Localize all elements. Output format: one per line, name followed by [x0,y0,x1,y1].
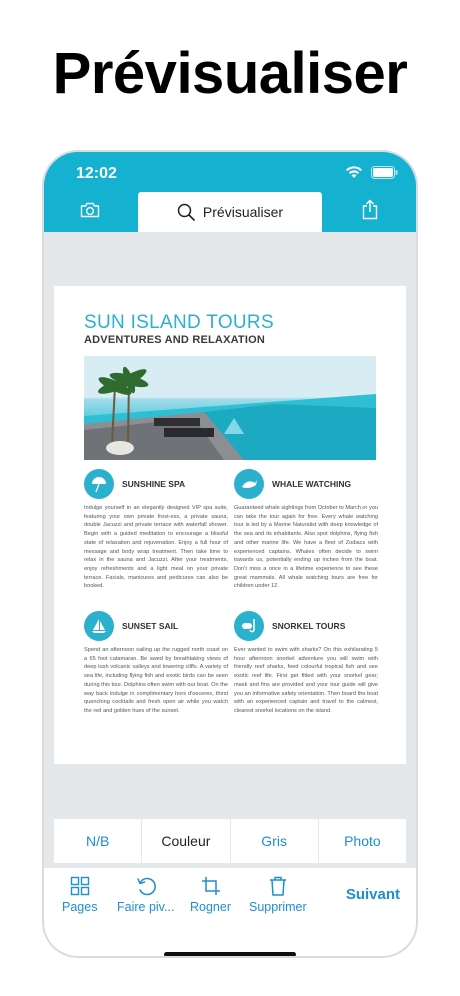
next-button[interactable]: Suivant [345,886,400,903]
delete-button[interactable] [249,876,307,914]
section-sunshine-spa [84,468,228,591]
crop-label: Rogner [190,900,231,914]
section-sunset-sail [84,610,228,716]
hero-image-pool [84,356,376,460]
section-body: Ever wanted to swim with sharks? On this exhilarating 5 hour afternoon snorkel adventure you will swim with friendly reef sharks, feed colourful tropical fish and see exotic reef life. First get fitted with your snorkel gear; mask and fins are provided and your tour guide will give you an informative safety orientation. Then board the boat with an experienced captain and travel to the calmest, clearest snorkel locations on the island. [234,647,378,714]
pages-button[interactable] [62,876,97,914]
section-title: WHALE WATCHING [272,479,352,489]
document-title: SUN ISLAND TOURS [84,312,274,333]
camera-icon [80,202,100,218]
section-title: SUNSHINE SPA [122,479,186,489]
pages-label: Pages [62,900,98,914]
rotate-label: Faire piv... [117,900,175,914]
snorkel-icon [234,611,264,641]
delete-label: Supprimer [249,900,307,914]
battery-icon [371,166,398,179]
home-indicator [164,952,296,956]
umbrella-icon [84,469,114,499]
camera-button[interactable] [80,202,100,223]
crop-icon [201,876,221,896]
top-bar [44,152,416,232]
filter-bw[interactable]: N/B [54,819,142,863]
status-icons [345,166,398,179]
tab-preview-label: Prévisualiser [202,204,284,220]
filter-color[interactable]: Couleur [142,819,230,863]
crop-button[interactable] [190,876,231,914]
section-title: SUNSET SAIL [122,621,179,631]
grid-icon [70,876,90,896]
sailboat-icon [84,611,114,641]
section-body: Guaranteed whale sightings from October to March or you can take the tour again for free. Every whale watching tour is led by a Marine Naturalist with deep knowledge of the sea and its inhabitants. Also spot dolphins, flying fish and other marine life. We have a fleet of Zodiacs with experienced captains. Whales often decide to swim towards us, potentially ending up inches from the boat. Don't miss a once in a lifetime experience to see these great mammals. All whale watching tours are free for children under 12. [234,505,378,590]
share-button[interactable] [362,199,378,225]
bottom-toolbar [44,868,416,956]
rotate-button[interactable] [117,876,174,914]
filter-segmented-control [54,819,406,863]
document-preview[interactable] [54,286,406,764]
status-time: 12:02 [76,165,117,182]
rotate-icon [135,876,157,896]
tab-preview[interactable] [138,192,322,232]
wifi-icon [345,166,363,179]
filter-photo[interactable]: Photo [344,833,381,849]
section-title: SNORKEL TOURS [272,621,346,631]
share-icon [362,199,378,220]
phone-frame [44,152,416,956]
whale-icon [234,469,264,499]
promo-title: Prévisualiser [52,41,408,106]
filter-gray[interactable]: Gris [231,819,319,863]
section-body: Indulge yourself in an elegantly designed VIP spa suite, featuring your own private frost-ess, a private sauna, double Jacuzzi and private terrace with waterfall shower. Begin with a guided meditation to encourage a blissful state of relaxation and rejuvenation. Enjoy a full hour of message and body wrap treatment. Then take time to relax in the sauna and Jacuzzi. After your treatments, enjoy refreshments and a light meal on your private terrace. Facials, manicures and pedicures can also be booked. [84,505,228,590]
section-whale-watching [234,468,378,591]
trash-icon [269,876,287,896]
section-body: Spend an afternoon sailing up the rugged north coast on a 65 foot catamaran. Be awed by breathtaking views of deep lush volcanic valleys and towering cliffs. A variety of sea life, including flying fish and exotic birds can be seen during this tour. Dolphins often swim with our boat. On the way back indulge in complimentary hors d'oeuvres, thirst quenching cocktails and fresh open air while you watch the red and golden hues of the sunset. [84,647,228,714]
section-snorkel-tours [234,610,378,716]
document-subtitle: ADVENTURES AND RELAXATION [84,334,266,346]
search-icon [177,203,195,221]
pool-scene [84,356,376,460]
